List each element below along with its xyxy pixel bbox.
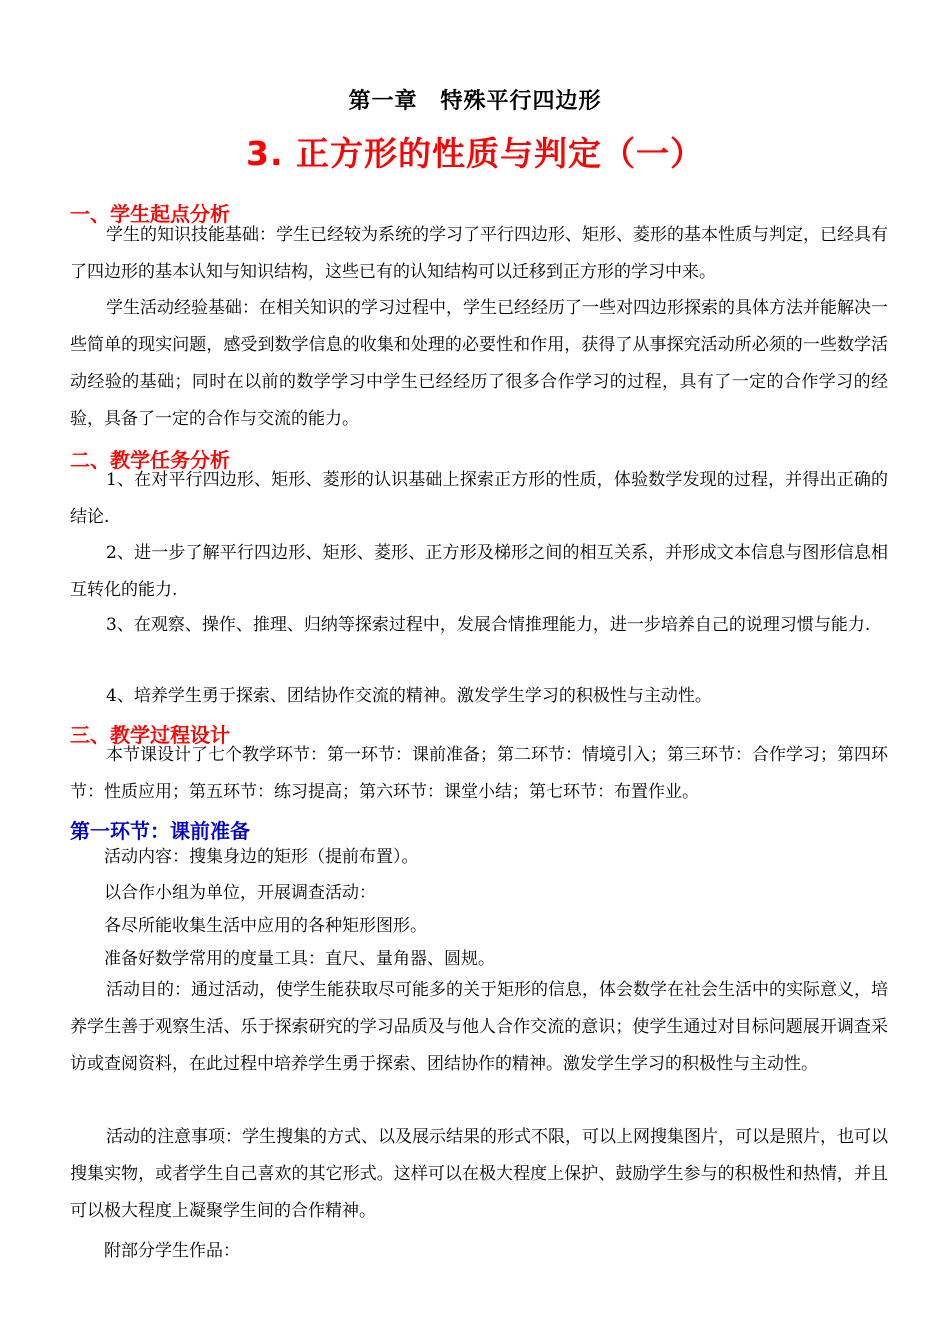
chapter-heading: 第一章 特殊平行四边形 <box>348 89 602 114</box>
section-heading-student-analysis: 一、学生起点分析 <box>70 202 230 226</box>
activity-collect-line: 各尽所能收集生活中应用的各种矩形图形。 <box>104 916 427 936</box>
task-item-1: 1、在对平行四边形、矩形、菱形的认识基础上探索正方形的性质，体验数学发现的过程，并得出正确的结论. <box>70 470 888 527</box>
step-heading-preparation: 第一环节：课前准备 <box>70 819 250 843</box>
lesson-title: 3. 正方形的性质与判定（一） <box>246 134 704 173</box>
paragraph-experience-basis: 学生活动经验基础：在相关知识的学习过程中，学生已经经历了一些对四边形探索的具体方法并能解决一些简单的现实问题，感受到数学信息的收集和处理的必要性和作用，获得了从事探究活动所必须的一些数学活动经验的基础；同时在以前的数学学习中学生已经经历了很多合作学习的过程，具有了一定的合作学习的经验，具备了一定的合作与交流的能力。 <box>70 298 888 429</box>
activity-content-line: 活动内容：搜集身边的矩形（提前布置）。 <box>104 847 419 867</box>
task-item-3: 3、在观察、操作、推理、归纳等探索过程中，发展合情推理能力，进一步培养自己的说理习惯与能力. <box>106 615 871 635</box>
paragraph-knowledge-basis: 学生的知识技能基础：学生已经较为系统的学习了平行四边形、矩形、菱形的基本性质与判定，已经具有了四边形的基本认知与知识结构，这些已有的认知结构可以迁移到正方形的学习中来。 <box>70 225 888 282</box>
activity-group-line: 以合作小组为单位，开展调查活动： <box>104 883 376 903</box>
attachment-line: 附部分学生作品： <box>104 1241 240 1261</box>
paragraph-activity-notes: 活动的注意事项：学生搜集的方式、以及展示结果的形式不限，可以上网搜集图片，可以是照片，也可以搜集实物，或者学生自己喜欢的其它形式。这样可以在极大程度上保护、鼓励学生参与的积极性和热情，并且可以极大程度上凝聚学生间的合作精神。 <box>70 1127 888 1221</box>
task-item-4: 4、培养学生勇于探索、团结协作交流的精神。激发学生学习的积极性与主动性。 <box>106 686 712 706</box>
section-heading-process-design: 三、教学过程设计 <box>70 723 230 747</box>
section-heading-task-analysis: 二、教学任务分析 <box>70 448 230 472</box>
paragraph-activity-purpose: 活动目的：通过活动，使学生能获取尽可能多的关于矩形的信息，体会数学在社会生活中的实际意义，培养学生善于观察生活、乐于探索研究的学习品质及与他人合作交流的意识；使学生通过对目标问题展开调查采访或查阅资料，在此过程中培养学生勇于探索、团结协作的精神。激发学生学习的积极性与主动性。 <box>70 980 888 1074</box>
paragraph-process-overview: 本节课设计了七个教学环节：第一环节：课前准备；第二环节：情境引入；第三环节：合作学习；第四环节：性质应用；第五环节：练习提高；第六环节：课堂小结；第七环节：布置作业。 <box>70 745 888 802</box>
activity-tools-line: 准备好数学常用的度量工具：直尺、量角器、圆规。 <box>104 949 495 969</box>
task-item-2: 2、进一步了解平行四边形、矩形、菱形、正方形及梯形之间的相互关系，并形成文本信息与图形信息相互转化的能力. <box>70 543 888 600</box>
